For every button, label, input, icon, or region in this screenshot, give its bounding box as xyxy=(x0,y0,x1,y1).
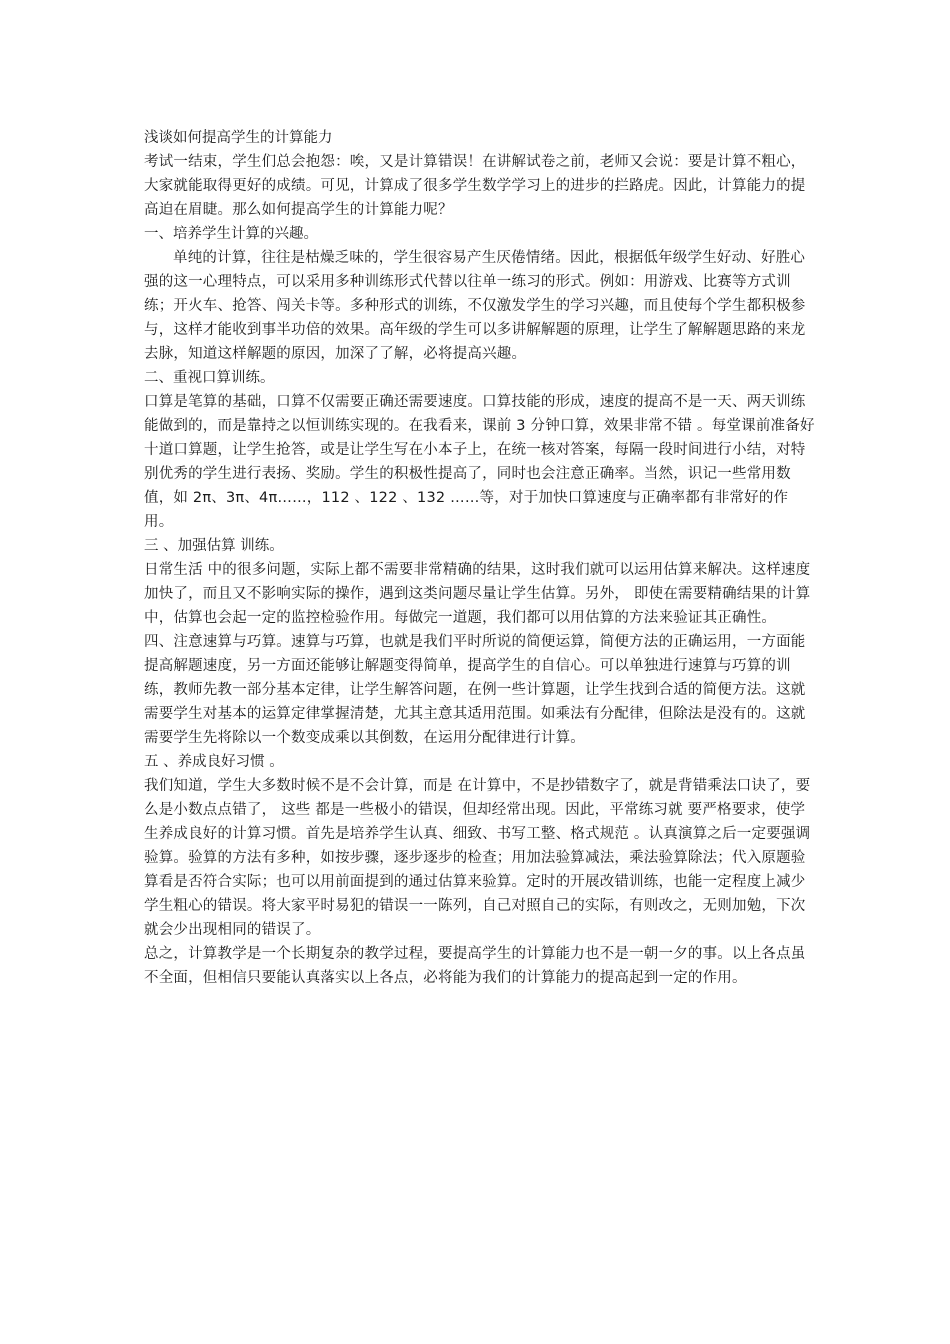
section2-heading: 二、重视口算训练。 xyxy=(144,370,275,386)
section5-heading: 五 、养成良好习惯 。 xyxy=(144,754,284,770)
document-title: 浅谈如何提高学生的计算能力 xyxy=(144,130,333,146)
section1-heading: 一、培养学生计算的兴趣。 xyxy=(144,226,318,242)
section3-heading: 三 、加强估算 训练。 xyxy=(144,538,284,554)
section2-paragraph: 口算是笔算的基础，口算不仅需要正确还需要速度。口算技能的形成，速度的提高不是一天、两天训练能做到的，而是靠持之以恒训练实现的。在我看来，课前 3 分钟口算，效果非常不错 。每堂课前准备好十道口算题，让学生抢答，或是让学生写在小本子上，在统一核对答案，每隔一段时间进行小结，对特别优秀的学生进行表扬、奖励。学生的积极性提高了，同时也会注意正确率。当然，识记一些常用数值，如 2π、3π、4π……，112 、122 、132 ……等，对于加快口算速度与正确率都有非常好的作用。 xyxy=(144,394,815,530)
section3-paragraph: 日常生活 中的很多问题，实际上都不需要非常精确的结果，这时我们就可以运用估算来解决。这样速度加快了，而且又不影响实际的操作，遇到这类问题尽量让学生估算。另外， 即使在需要精确结果的计算中，估算也会起一定的监控检验作用。每做完一道题，我们都可以用估算的方法来验证其正确性。 xyxy=(144,562,811,626)
intro-paragraph: 考试一结束，学生们总会抱怨：唉，又是计算错误！在讲解试卷之前，老师又会说：要是计算不粗心，大家就能取得更好的成绩。可见，计算成了很多学生数学学习上的进步的拦路虎。因此，计算能力的提高迫在眉睫。那么如何提高学生的计算能力呢？ xyxy=(144,154,806,218)
section5-paragraph: 我们知道，学生大多数时候不是不会计算，而是 在计算中，不是抄错数字了，就是背错乘法口诀了，要么是小数点点错了， 这些 都是一些极小的错误，但却经常出现。因此，平常练习就 要严格要求，使学生养成良好的计算习惯。首先是培养学生认真、细致、书写工整、格式规范 。认真演算之后一定要强调验算。验算的方法有多种，如按步骤，逐步逐步的检查；用加法验算减法，乘法验算除法；代入原题验算看是否符合实际；也可以用前面提到的通过估算来验算。定时的开展改错训练，也能一定程度上减少学生粗心的错误。将大家平时易犯的错误一一陈列，自己对照自己的实际，有则改之，无则加勉，下次就会少出现相同的错误了。 xyxy=(144,778,811,938)
document-body xyxy=(144,126,816,990)
section4-paragraph: 四、注意速算与巧算。速算与巧算，也就是我们平时所说的简便运算，简便方法的正确运用，一方面能提高解题速度，另一方面还能够让解题变得简单，提高学生的自信心。可以单独进行速算与巧算的训练，教师先教一部分基本定律，让学生解答问题，在例一些计算题，让学生找到合适的简便方法。这就需要学生对基本的运算定律掌握清楚，尤其主意其适用范围。如乘法有分配律，但除法是没有的。这就需要学生先将除以一个数变成乘以其倒数，在运用分配律进行计算。 xyxy=(144,634,806,746)
conclusion-paragraph: 总之，计算教学是一个长期复杂的教学过程，要提高学生的计算能力也不是一朝一夕的事。以上各点虽不全面，但相信只要能认真落实以上各点，必将能为我们的计算能力的提高起到一定的作用。 xyxy=(144,946,806,986)
section1-paragraph: 单纯的计算，往往是枯燥乏味的，学生很容易产生厌倦情绪。因此，根据低年级学生好动、好胜心强的这一心理特点，可以采用多种训练形式代替以往单一练习的形式。例如：用游戏、比赛等方式训练；开火车、抢答、闯关卡等。多种形式的训练，不仅激发学生的学习兴趣，而且使每个学生都积极参与，这样才能收到事半功倍的效果。高年级的学生可以多讲解解题的原理，让学生了解解题思路的来龙去脉，知道这样解题的原因，加深了了解，必将提高兴趣。 xyxy=(144,250,806,362)
